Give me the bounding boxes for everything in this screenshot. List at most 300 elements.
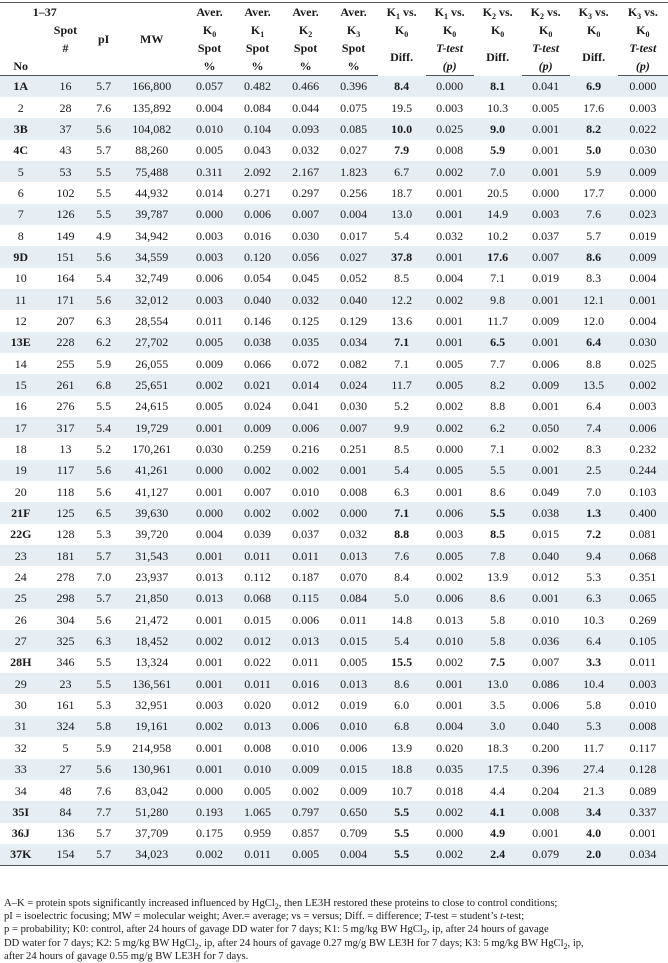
cell-k0: 0.013: [196, 570, 224, 585]
cell-d1: 18.8: [378, 759, 426, 780]
cell-k2: 0.006: [282, 716, 330, 737]
cell-k2: 0.072: [292, 356, 320, 371]
cell-k1: 0.271: [244, 185, 272, 200]
cell-k1: 0.084: [244, 100, 272, 115]
cell-mw: 28,554: [135, 313, 169, 328]
cell-d1: 15.5: [391, 655, 413, 670]
cell-no: 13E: [0, 332, 41, 353]
cell-k1: 0.012: [234, 630, 282, 651]
cell-k3: 0.032: [340, 527, 368, 542]
cell-pi: 5.2: [96, 442, 112, 457]
cell-mw: 39,630: [118, 502, 186, 523]
cell-no: 35I: [0, 801, 41, 822]
cell-k3: 0.013: [330, 673, 378, 694]
cell-pi: 5.6: [96, 612, 112, 627]
table-row: [0, 417, 668, 438]
cell-spot: 84: [41, 801, 89, 822]
cell-p3: 0.232: [629, 442, 657, 457]
cell-spot: 276: [56, 399, 75, 414]
cell-p3: 0.003: [629, 399, 657, 414]
col-k2-aver: Aver.: [282, 3, 330, 22]
cell-p2: 0.009: [532, 313, 560, 328]
cell-p2: 0.001: [532, 399, 560, 414]
cell-d1: 13.9: [391, 740, 413, 755]
cell-p3: 0.019: [629, 228, 657, 243]
cell-p1: 0.005: [426, 374, 474, 395]
cell-no: 15: [0, 374, 41, 395]
cell-spot: 181: [41, 545, 89, 566]
cell-k2: 0.032: [292, 143, 320, 158]
cell-k1: 0.120: [234, 246, 282, 267]
cell-d3: 1.3: [570, 502, 618, 523]
cell-d2: 4.1: [474, 801, 522, 822]
cell-k3: 0.004: [330, 844, 378, 865]
cell-no: 37K: [0, 844, 41, 865]
table-row: [0, 801, 668, 822]
cell-d3: 11.7: [583, 740, 604, 755]
cell-k2: 0.035: [282, 332, 330, 353]
cell-no: 14: [14, 356, 27, 371]
table-row: [0, 524, 668, 545]
cell-spot: 304: [56, 612, 75, 627]
cell-mw: 44,932: [135, 185, 169, 200]
cell-no: 21F: [0, 502, 41, 523]
cell-mw: 130,961: [118, 759, 186, 780]
cell-k1: 0.011: [234, 673, 282, 694]
cell-mw: 32,012: [118, 289, 186, 310]
cell-mw: 21,472: [135, 612, 169, 627]
cell-no: 2: [17, 100, 24, 115]
cell-k3: 0.008: [340, 484, 368, 499]
footnote-line: after 24 hours of gavage 0.55 mg/g BW LE3H for 7 days.: [4, 950, 249, 962]
cell-pi: 7.6: [96, 100, 112, 115]
protein-spots-table: [0, 2, 668, 866]
cell-pi: 5.9: [96, 740, 112, 755]
cell-k3: 0.015: [330, 630, 378, 651]
cell-k2: 0.797: [282, 801, 330, 822]
cell-k1: 0.039: [244, 527, 272, 542]
cell-mw: 31,543: [118, 545, 186, 566]
cell-pi: 4.9: [96, 228, 112, 243]
cell-p3: 0.003: [629, 100, 657, 115]
cell-d3: 8.3: [586, 271, 602, 286]
cell-spot: 13: [59, 442, 72, 457]
cell-k2: 0.187: [292, 570, 320, 585]
cell-pi: 5.7: [96, 143, 112, 158]
cell-mw: 32,749: [135, 271, 169, 286]
cell-k2: 0.007: [282, 204, 330, 225]
cell-p1: 0.001: [426, 246, 474, 267]
cell-pi: 5.7: [89, 588, 117, 609]
cell-d3: 5.7: [586, 228, 602, 243]
cell-p2: 0.001: [522, 588, 570, 609]
table-row: [0, 225, 668, 246]
cell-d2: 13.0: [474, 673, 522, 694]
cell-k1: 0.022: [244, 655, 272, 670]
cell-p2: 0.003: [522, 204, 570, 225]
table-row: [0, 759, 668, 780]
cell-k0: 0.193: [186, 801, 234, 822]
cell-k2: 0.010: [292, 740, 320, 755]
cell-d2: 7.7: [490, 356, 506, 371]
cell-p3: 0.337: [618, 801, 668, 822]
cell-d3: 6.4: [586, 399, 602, 414]
cell-p3: 0.269: [629, 612, 657, 627]
table-row: [0, 182, 668, 203]
cell-spot: 28: [59, 100, 72, 115]
footnote-line: p = probability; K0: control, after 24 hours of gavage DD water for 7 days; K1: 5 mg/kg BW HgCl$_2$, ip, after 24 hours of gavage: [4, 924, 549, 938]
cell-k0: 0.014: [196, 185, 224, 200]
cell-k1: 0.146: [244, 313, 272, 328]
cell-p2: 0.001: [522, 289, 570, 310]
cell-no: 20: [14, 484, 27, 499]
cell-spot: 23: [41, 673, 89, 694]
cell-k1: 0.021: [234, 374, 282, 395]
cell-p3: 0.089: [629, 783, 657, 798]
cell-spot: 37: [41, 118, 89, 139]
cell-k3: 0.082: [340, 356, 368, 371]
cell-pi: 5.5: [96, 655, 112, 670]
cell-d2: 7.8: [474, 545, 522, 566]
cell-k0: 0.003: [186, 289, 234, 310]
cell-mw: 41,261: [118, 460, 186, 481]
cell-p1: 0.001: [436, 185, 464, 200]
cell-k1: 0.054: [244, 271, 272, 286]
col-k0-aver: Aver.: [186, 3, 234, 22]
cell-d3: 6.9: [570, 76, 618, 97]
cell-d2: 17.5: [474, 759, 522, 780]
cell-k3: 0.027: [330, 246, 378, 267]
cell-k0: 0.013: [186, 588, 234, 609]
cell-k1: 0.482: [234, 76, 282, 97]
table-row: [0, 76, 668, 97]
cell-p2: 0.006: [532, 356, 560, 371]
col-p3-k: $K_3$ vs.: [618, 3, 668, 22]
cell-no: 18: [14, 442, 27, 457]
cell-k2: 0.006: [282, 417, 330, 438]
cell-p1: 0.006: [426, 502, 474, 523]
cell-k2: 0.011: [292, 655, 319, 670]
cell-p2: 0.041: [522, 76, 570, 97]
cell-p2: 0.038: [522, 502, 570, 523]
cell-mw: 32,951: [135, 698, 169, 713]
cell-k3: 0.004: [330, 204, 378, 225]
cell-p3: 0.351: [629, 570, 657, 585]
cell-d3: 7.2: [586, 527, 602, 542]
cell-d2: 6.5: [474, 332, 522, 353]
cell-mw: 41,127: [135, 484, 169, 499]
cell-p1: 0.020: [436, 740, 464, 755]
cell-d2: 3.0: [474, 716, 522, 737]
cell-p2: 0.037: [532, 228, 560, 243]
cell-d3: 17.7: [583, 185, 605, 200]
col-mw: MW: [140, 32, 164, 46]
cell-k0: 0.005: [196, 143, 224, 158]
cell-k2: 0.125: [292, 313, 320, 328]
col-diff-2: Diff.: [486, 50, 510, 65]
cell-no: 23: [0, 545, 41, 566]
cell-d1: 8.5: [394, 271, 410, 286]
table-row: [0, 737, 668, 758]
cell-d3: 10.4: [570, 673, 618, 694]
cell-pi: 6.5: [89, 502, 117, 523]
cell-k1: 0.002: [234, 502, 282, 523]
table-row: [0, 374, 668, 395]
cell-pi: 5.7: [89, 76, 117, 97]
table-row: [0, 566, 668, 587]
cell-k3: 0.085: [330, 118, 378, 139]
col-no: No: [0, 57, 41, 76]
cell-d3: 3.3: [586, 655, 602, 670]
cell-spot: 317: [41, 417, 89, 438]
cell-k0: 0.001: [186, 759, 234, 780]
cell-k2: 0.002: [292, 783, 320, 798]
cell-no: 28H: [10, 655, 32, 670]
cell-d2: 5.5: [474, 502, 522, 523]
cell-spot: 228: [41, 332, 89, 353]
cell-k3: 0.396: [330, 76, 378, 97]
col-pi: pI: [98, 32, 110, 46]
cell-pi: 7.0: [96, 570, 112, 585]
cell-d3: 5.0: [586, 143, 602, 158]
cell-d2: 4.4: [490, 783, 506, 798]
cell-spot: 255: [56, 356, 75, 371]
cell-d1: 7.1: [394, 356, 410, 371]
cell-p3: 0.010: [629, 698, 657, 713]
cell-k1: 2.092: [234, 161, 282, 182]
cell-p2: 0.000: [532, 185, 560, 200]
cell-k2: 0.037: [292, 527, 320, 542]
cell-d3: 4.0: [586, 826, 602, 841]
cell-spot: 278: [56, 570, 75, 585]
cell-pi: 7.6: [96, 783, 112, 798]
cell-k0: 0.001: [196, 612, 224, 627]
cell-spot: 136: [56, 826, 75, 841]
cell-mw: 18,452: [118, 630, 186, 651]
cell-p1: 0.001: [426, 332, 474, 353]
cell-p1: 0.003: [436, 527, 464, 542]
cell-p3: 0.105: [618, 630, 668, 651]
cell-mw: 27,702: [118, 332, 186, 353]
table-row: [0, 694, 668, 715]
cell-d2: 3.5: [490, 698, 506, 713]
cell-mw: 34,559: [118, 246, 186, 267]
cell-d3: 17.6: [583, 100, 605, 115]
cell-k1: 0.007: [244, 484, 272, 499]
cell-d2: 5.8: [490, 612, 506, 627]
cell-k0: 0.005: [196, 399, 224, 414]
cell-p2: 0.040: [522, 716, 570, 737]
cell-mw: 75,488: [118, 161, 186, 182]
cell-p3: 0.244: [618, 460, 668, 481]
cell-d1: 19.5: [391, 100, 413, 115]
cell-p3: 0.009: [618, 246, 668, 267]
cell-spot: 125: [41, 502, 89, 523]
cell-p2: 0.001: [522, 332, 570, 353]
cell-p3: 0.004: [629, 313, 657, 328]
cell-k0: 0.009: [196, 356, 224, 371]
cell-k3: 0.034: [330, 332, 378, 353]
cell-k3: 0.070: [340, 570, 368, 585]
cell-pi: 5.4: [96, 271, 112, 286]
cell-p3: 0.117: [629, 740, 657, 755]
cell-p3: 0.081: [629, 527, 657, 542]
cell-pi: 5.7: [89, 545, 117, 566]
cell-d1: 6.7: [378, 161, 426, 182]
cell-k0: 0.001: [196, 484, 224, 499]
cell-d2: 5.5: [474, 460, 522, 481]
cell-p3: 0.006: [618, 417, 668, 438]
cell-p3: 0.025: [629, 356, 657, 371]
cell-k1: 0.038: [234, 332, 282, 353]
cell-p3: 0.103: [629, 484, 657, 499]
cell-mw: 136,561: [118, 673, 186, 694]
cell-d2: 8.2: [474, 374, 522, 395]
cell-spot: 325: [41, 630, 89, 651]
cell-k3: 0.013: [330, 545, 378, 566]
cell-k2: 0.016: [282, 673, 330, 694]
cell-d3: 9.4: [570, 545, 618, 566]
table-row: [0, 396, 668, 417]
cell-k3: 0.024: [330, 374, 378, 395]
table-row: [0, 652, 668, 673]
cell-no: 19: [0, 460, 41, 481]
cell-p2: 0.008: [522, 801, 570, 822]
cell-k2: 0.002: [282, 460, 330, 481]
cell-k0: 0.001: [186, 673, 234, 694]
col-diff-1: Diff.: [390, 50, 414, 65]
cell-p3: 0.022: [618, 118, 668, 139]
cell-k1: 0.008: [244, 740, 272, 755]
table-body: [0, 76, 668, 866]
cell-k1: 0.020: [244, 698, 272, 713]
cell-p1: 0.004: [436, 271, 464, 286]
cell-k2: 0.032: [282, 289, 330, 310]
table-row: [0, 246, 668, 267]
cell-k2: 0.045: [292, 271, 320, 286]
cell-d3: 2.5: [570, 460, 618, 481]
table-row: [0, 609, 668, 630]
cell-mw: 19,161: [118, 716, 186, 737]
cell-d1: 7.9: [394, 143, 410, 158]
col-p1-k: $K_1$ vs.: [426, 3, 474, 22]
cell-k2: 0.014: [282, 374, 330, 395]
cell-pi: 5.6: [89, 246, 117, 267]
cell-d3: 8.8: [586, 356, 602, 371]
cell-no: 5: [0, 161, 41, 182]
cell-k0: 0.001: [196, 655, 224, 670]
cell-no: 32: [14, 740, 27, 755]
cell-mw: 135,892: [132, 100, 172, 115]
cell-d1: 7.1: [378, 502, 426, 523]
cell-k2: 0.857: [292, 826, 320, 841]
cell-pi: 6.3: [89, 630, 117, 651]
cell-k3: 1.823: [330, 161, 378, 182]
table-row: [0, 545, 668, 566]
cell-k0: 0.003: [196, 228, 224, 243]
cell-k3: 0.019: [340, 698, 368, 713]
cell-d2: 9.8: [474, 289, 522, 310]
cell-pi: 5.6: [96, 484, 112, 499]
cell-p3: 0.000: [618, 76, 668, 97]
cell-spot: 16: [41, 76, 89, 97]
cell-d3: 7.6: [570, 204, 618, 225]
cell-d2: 5.9: [490, 143, 506, 158]
cell-spot: 53: [41, 161, 89, 182]
cell-mw: 26,055: [135, 356, 169, 371]
cell-no: 34: [14, 783, 27, 798]
cell-p1: 0.000: [436, 442, 464, 457]
cell-k0: 0.011: [196, 313, 223, 328]
cell-p2: 0.012: [532, 570, 560, 585]
cell-k1: 0.043: [244, 143, 272, 158]
cell-mw: 83,042: [135, 783, 169, 798]
cell-k0: 0.000: [186, 502, 234, 523]
col-spot: Spot: [53, 23, 78, 37]
cell-d3: 8.3: [586, 442, 602, 457]
cell-k3: 0.001: [330, 460, 378, 481]
cell-d1: 5.4: [378, 630, 426, 651]
group-label: 1–37: [0, 3, 89, 22]
cell-k3: 0.009: [340, 783, 368, 798]
cell-d1: 5.4: [394, 228, 410, 243]
cell-k0: 0.311: [186, 161, 234, 182]
cell-p3: 0.002: [618, 374, 668, 395]
cell-d2: 8.6: [490, 484, 506, 499]
cell-mw: 37,709: [135, 826, 169, 841]
cell-k1: 0.002: [234, 460, 282, 481]
cell-no: 27: [0, 630, 41, 651]
cell-d1: 6.0: [394, 698, 410, 713]
cell-no: 11: [0, 289, 41, 310]
cell-pi: 5.5: [96, 185, 112, 200]
cell-p2: 0.200: [532, 740, 560, 755]
cell-no: 12: [14, 313, 27, 328]
cell-mw: 166,800: [118, 76, 186, 97]
cell-p1: 0.032: [436, 228, 464, 243]
cell-mw: 39,787: [118, 204, 186, 225]
cell-d1: 5.4: [378, 460, 426, 481]
cell-k1: 0.010: [234, 759, 282, 780]
cell-d2: 4.9: [490, 826, 506, 841]
cell-p3: 0.003: [618, 673, 668, 694]
cell-spot: 154: [41, 844, 89, 865]
cell-k0: 0.004: [196, 527, 224, 542]
cell-d1: 13.0: [378, 204, 426, 225]
cell-p2: 0.050: [522, 417, 570, 438]
table-row: [0, 844, 668, 865]
col-p2-k: $K_2$ vs.: [522, 3, 570, 22]
table-row: [0, 97, 668, 118]
cell-no: 26: [14, 612, 27, 627]
cell-mw: 214,958: [132, 740, 172, 755]
cell-d3: 5.3: [586, 570, 602, 585]
cell-k0: 0.002: [186, 844, 234, 865]
cell-d3: 5.3: [570, 716, 618, 737]
cell-d3: 6.4: [570, 332, 618, 353]
cell-k2: 0.466: [282, 76, 330, 97]
cell-no: 3B: [0, 118, 41, 139]
cell-k0: 0.010: [186, 118, 234, 139]
cell-k2: 0.013: [282, 630, 330, 651]
cell-spot: 149: [56, 228, 75, 243]
cell-p1: 0.002: [436, 570, 464, 585]
cell-spot: 298: [41, 588, 89, 609]
cell-d1: 8.8: [394, 527, 410, 542]
cell-k3: 0.084: [330, 588, 378, 609]
cell-p2: 0.049: [532, 484, 560, 499]
cell-p3: 0.000: [629, 185, 657, 200]
